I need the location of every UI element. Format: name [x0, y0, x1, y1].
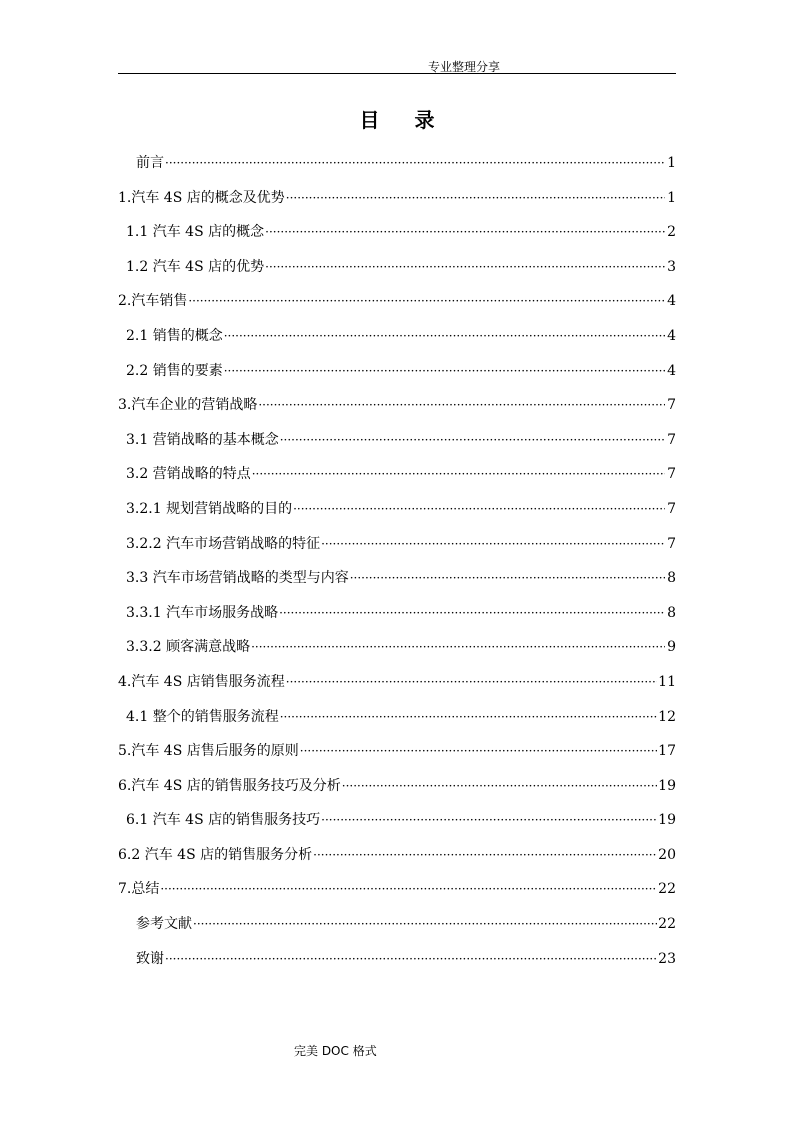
toc-entry-title: 2.2 销售的要素 — [126, 362, 223, 379]
dot-leader — [300, 734, 657, 769]
toc-entry[interactable] — [118, 492, 676, 527]
dot-leader — [188, 284, 665, 319]
toc-entry[interactable] — [118, 838, 676, 873]
toc-entry-title: 2.1 销售的概念 — [126, 327, 223, 344]
toc-entry[interactable] — [118, 527, 676, 562]
toc-entry-title: 2.汽车销售 — [118, 293, 188, 310]
toc-entry-title: 1.2 汽车 4S 店的优势 — [126, 258, 265, 275]
toc-entry[interactable] — [118, 596, 676, 631]
toc-entry-page-number: 4 — [667, 293, 676, 310]
toc-entry-page-number: 7 — [667, 500, 676, 517]
toc-entry-title: 3.3 汽车市场营销战略的类型与内容 — [126, 570, 349, 587]
table-of-contents — [118, 146, 676, 976]
toc-entry-title: 前言 — [136, 155, 164, 171]
dot-leader — [258, 388, 665, 423]
toc-entry[interactable] — [118, 872, 676, 907]
toc-entry-page-number: 1 — [667, 189, 676, 206]
toc-entry-page-number: 17 — [658, 743, 676, 760]
dot-leader — [280, 423, 665, 458]
toc-entry-page-number: 11 — [658, 673, 676, 690]
toc-entry-page-number: 7 — [667, 466, 676, 483]
toc-entry-title: 3.汽车企业的营销战略 — [118, 397, 258, 414]
toc-entry-page-number: 8 — [667, 570, 676, 587]
toc-entry[interactable] — [118, 942, 676, 977]
toc-entry-title: 3.2.1 规划营销战略的目的 — [126, 500, 293, 517]
toc-entry-page-number: 7 — [667, 431, 676, 448]
toc-entry-title: 1.1 汽车 4S 店的概念 — [126, 224, 265, 241]
toc-entry[interactable] — [118, 146, 676, 181]
toc-entry[interactable] — [118, 700, 676, 735]
toc-entry-page-number: 4 — [667, 327, 676, 344]
toc-entry-page-number: 23 — [658, 950, 676, 967]
dot-leader — [265, 215, 665, 250]
dot-leader — [321, 527, 665, 562]
toc-entry-title: 3.3.2 顾客满意战略 — [126, 639, 251, 656]
toc-entry-page-number: 22 — [658, 916, 676, 933]
toc-entry-title: 3.1 营销战略的基本概念 — [126, 431, 279, 448]
toc-entry[interactable] — [118, 250, 676, 285]
dot-leader — [224, 354, 665, 389]
toc-entry-page-number: 19 — [658, 812, 676, 829]
toc-entry[interactable] — [118, 734, 676, 769]
page-footer: 完美 DOC 格式 — [294, 1044, 377, 1058]
toc-entry[interactable] — [118, 319, 676, 354]
dot-leader — [165, 942, 657, 977]
dot-leader — [193, 907, 657, 942]
page-header: 专业整理分享 — [427, 60, 500, 74]
dot-leader — [293, 492, 665, 527]
dot-leader — [252, 457, 665, 492]
toc-entry[interactable] — [118, 561, 676, 596]
dot-leader — [313, 838, 657, 873]
toc-entry[interactable] — [118, 388, 676, 423]
toc-entry[interactable] — [118, 354, 676, 389]
toc-entry[interactable] — [118, 665, 676, 700]
dot-leader — [286, 181, 665, 216]
toc-entry-page-number: 7 — [667, 397, 676, 414]
toc-entry-page-number: 2 — [667, 224, 676, 241]
toc-entry-title: 3.2.2 汽车市场营销战略的特征 — [126, 535, 321, 552]
toc-entry[interactable] — [118, 630, 676, 665]
toc-entry-page-number: 8 — [667, 604, 676, 621]
toc-entry-title: 5.汽车 4S 店售后服务的原则 — [118, 743, 299, 760]
toc-entry-page-number: 4 — [667, 362, 676, 379]
dot-leader — [224, 319, 665, 354]
toc-entry-title: 4.汽车 4S 店销售服务流程 — [118, 673, 285, 690]
dot-leader — [342, 769, 657, 804]
toc-entry[interactable] — [118, 423, 676, 458]
toc-entry-title: 6.1 汽车 4S 店的销售服务技巧 — [126, 812, 321, 829]
toc-entry-title: 参考文献 — [136, 916, 192, 933]
toc-entry-page-number: 19 — [658, 777, 676, 794]
toc-entry-page-number: 7 — [667, 535, 676, 552]
dot-leader — [265, 250, 665, 285]
toc-entry[interactable] — [118, 769, 676, 804]
toc-entry[interactable] — [118, 215, 676, 250]
dot-leader — [165, 146, 665, 181]
toc-entry-page-number: 9 — [667, 639, 676, 656]
toc-entry[interactable] — [118, 457, 676, 492]
dot-leader — [321, 803, 657, 838]
toc-entry-page-number: 12 — [658, 708, 676, 725]
dot-leader — [279, 596, 665, 631]
toc-entry[interactable] — [118, 181, 676, 216]
toc-entry[interactable] — [118, 907, 676, 942]
toc-entry-title: 7.总结 — [118, 881, 160, 898]
toc-entry-title: 6.汽车 4S 店的销售服务技巧及分析 — [118, 777, 341, 794]
toc-entry-title: 3.2 营销战略的特点 — [126, 466, 251, 483]
toc-entry-page-number: 3 — [667, 258, 676, 275]
toc-entry-title: 3.3.1 汽车市场服务战略 — [126, 604, 279, 621]
toc-entry-title: 4.1 整个的销售服务流程 — [126, 708, 279, 725]
toc-entry-title: 致谢 — [136, 950, 164, 967]
dot-leader — [280, 700, 657, 735]
dot-leader — [350, 561, 665, 596]
toc-entry-page-number: 20 — [658, 846, 676, 863]
toc-entry-title: 6.2 汽车 4S 店的销售服务分析 — [118, 846, 313, 863]
toc-entry-page-number: 22 — [658, 881, 676, 898]
toc-title: 目 录 — [359, 108, 449, 132]
toc-entry[interactable] — [118, 284, 676, 319]
dot-leader — [160, 872, 657, 907]
dot-leader — [251, 630, 665, 665]
toc-entry-title: 1.汽车 4S 店的概念及优势 — [118, 189, 285, 206]
toc-entry[interactable] — [118, 803, 676, 838]
header-rule — [118, 73, 676, 74]
toc-entry-page-number: 1 — [667, 155, 676, 171]
dot-leader — [286, 665, 657, 700]
